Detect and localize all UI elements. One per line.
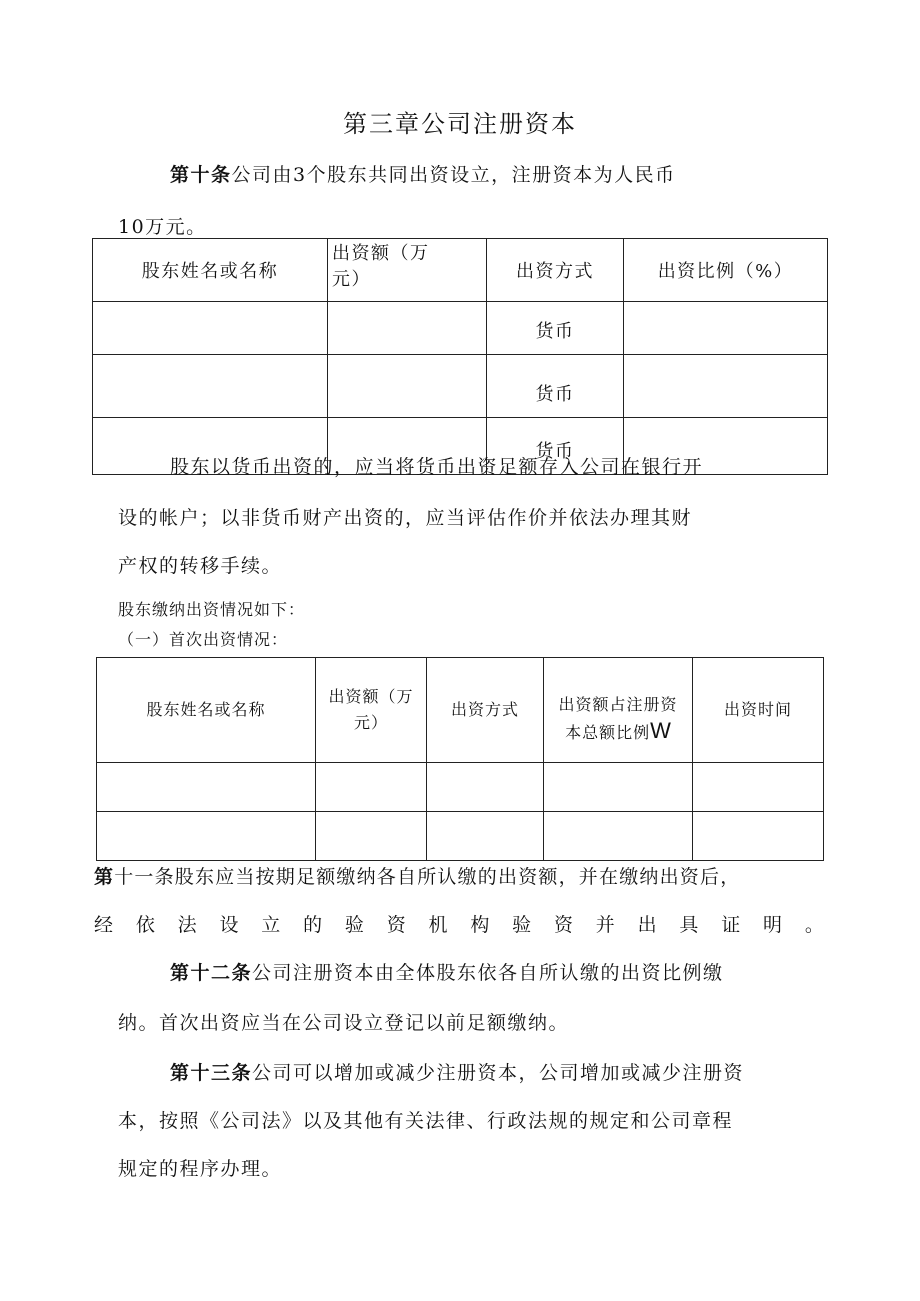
article-10-label: 第十条 [170,164,232,186]
article-10-line2: 10万元。 [118,216,207,238]
chapter-title: 第三章公司注册资本 [343,110,577,138]
t2-header-name: 股东姓名或名称 [97,658,316,763]
t2-header-method: 出资方式 [427,658,544,763]
article-11-label: 第 [94,866,115,888]
table-row [97,763,824,812]
t1-header-method: 出资方式 [487,239,624,302]
t2-header-amount: 出资额（万 元） [316,658,427,763]
article-11-line2: 经 依 法 设 立 的 验 资 机 构 验 资 并 出 具 证 明 。 [94,914,824,936]
money-para-line3: 产权的转移手续。 [118,555,283,577]
t1-header-ratio: 出资比例（%） [624,239,828,302]
article-13-label: 第十三条 [170,1062,253,1084]
article-12-label: 第十二条 [170,962,253,984]
table-row [93,355,828,418]
article-12-line1: 第十二条公司注册资本由全体股东依各自所认缴的出资比例缴 [170,962,724,984]
capital-table [92,238,828,475]
t1-header-amount: 出资额（万 元） [328,239,487,302]
article-12-line2: 纳。首次出资应当在公司设立登记以前足额缴纳。 [118,1012,570,1034]
t1-method-cell: 货币 [487,355,624,418]
table-row [93,302,828,355]
t1-method-cell: 货币 [487,302,624,355]
article-11-line1: 第十一条股东应当按期足额缴纳各自所认缴的出资额，并在缴纳出资后， [94,866,741,888]
article-13-line3: 规定的程序办理。 [118,1158,283,1180]
article-10-line1: 第十条公司由3个股东共同出资设立，注册资本为人民币 [170,164,676,186]
t2-header-ratio: 出资额占注册资 本总额比例W [544,658,693,763]
article-13-line2: 本，按照《公司法》以及其他有关法律、行政法规的规定和公司章程 [118,1110,734,1132]
table-row [97,812,824,861]
payment-intro: 股东缴纳出资情况如下： [118,600,306,619]
t1-method-cell: 货币 [487,418,624,475]
money-para-line1: 股东以货币出资的，应当将货币出资足额存入公司在银行开 [170,456,704,478]
money-para-line2: 设的帐户；以非货币财产出资的，应当评估作价并依法办理其财 [118,507,693,529]
first-payment-table [96,657,824,861]
article-13-line1: 第十三条公司可以增加或减少注册资本，公司增加或减少注册资 [170,1062,745,1084]
t2-header-time: 出资时间 [693,658,824,763]
t1-header-name: 股东姓名或名称 [93,239,328,302]
first-payment-heading: （一）首次出资情况： [118,630,289,649]
